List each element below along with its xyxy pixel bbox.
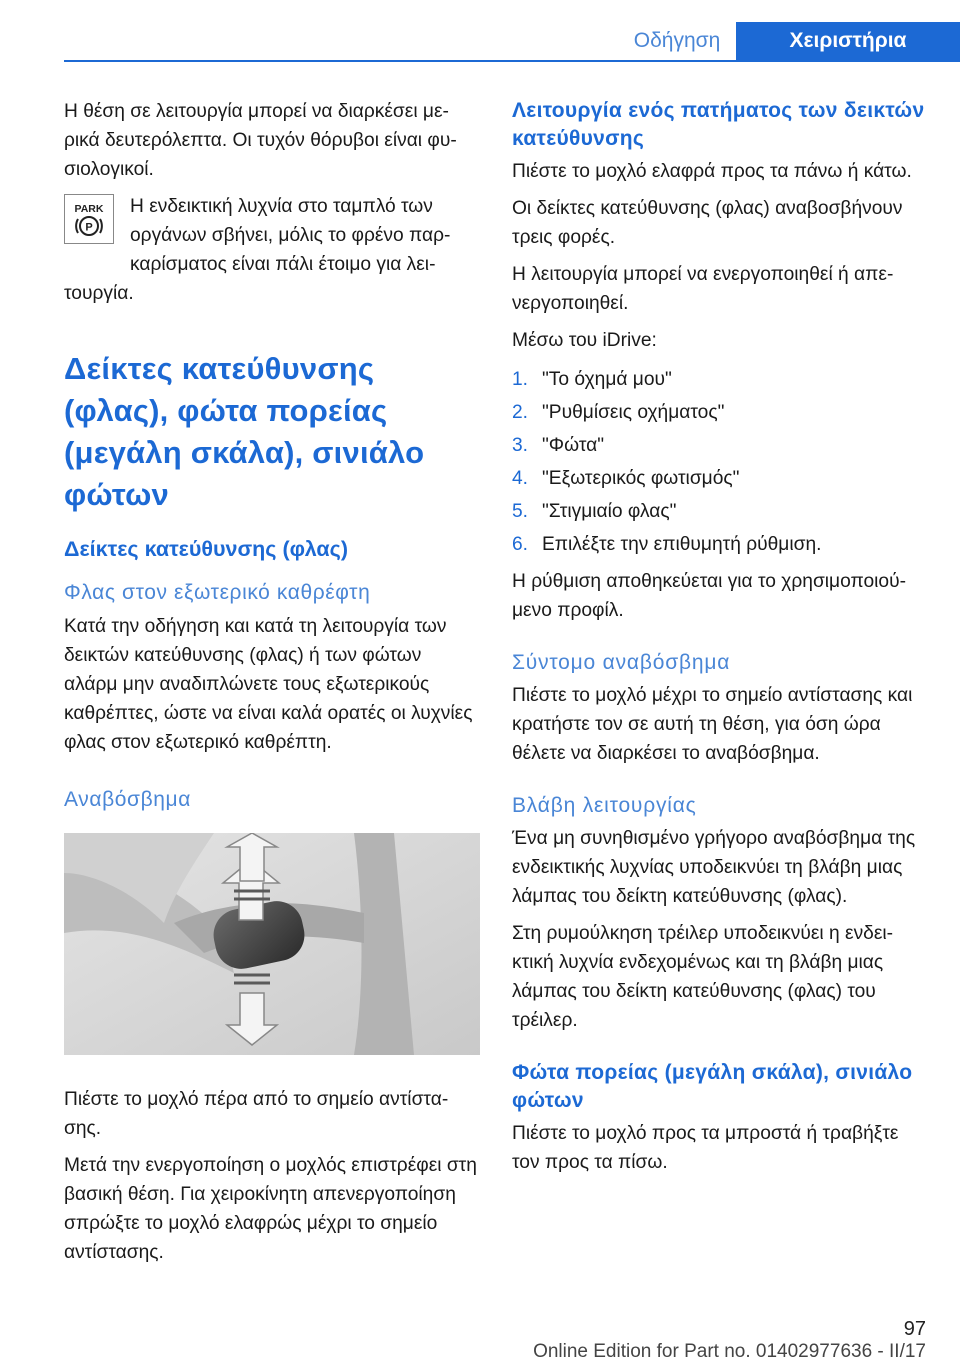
tap-paragraph-1: Πιέστε το μοχλό ελαφρά προς τα πάνω ή κάτω. — [512, 161, 912, 182]
fault-paragraph-1: Ένα μη συνηθισμένο γρήγορο αναβόσβημα της ενδεικτικής λυχνίας υποδεικνύει τη βλάβη μιας λάμπας του δείκτη κατεύθυνσης (φλας). — [512, 828, 916, 907]
press-paragraph: Πιέστε το μοχλό πέρα από το σημείο αντίστασης. — [64, 1089, 449, 1139]
list-item — [512, 363, 926, 396]
fault-heading: Βλάβη λειτουργίας — [512, 794, 697, 817]
after-paragraph: Μετά την ενεργοποίηση ο μοχλός επιστρέφει στη βασική θέση. Για χειροκίνητη απενεργοποίηση σπρώξτε το μοχλό ελαφρώς μέχρι το σημείο αντίστασης. — [64, 1155, 477, 1263]
short-blink-paragraph: Πιέστε το μοχλό μέχρι το σημείο αντίστασης και κρατήστε τον σε αυτή τη θέση, για όση ώρα θέλετε να διαρκέσει το αναβόσβημα. — [512, 685, 913, 764]
step-number: 3. — [512, 435, 529, 456]
turn-signal-lever-illustration — [64, 833, 480, 1055]
mirror-paragraph: Κατά την οδήγηση και κατά τη λειτουργία των δεικτών κατεύθυνσης (φλας) ή των φώτων αλάρμ μην αναδιπλώνετε τους εξωτερικούς καθρέπτες, ώστε να είναι καλά ορατές οι λυχνίες φλας στον εξωτερικό καθρέπτη. — [64, 616, 473, 753]
stored-paragraph: Η ρύθμιση αποθηκεύεται για το χρησιμοποιούμενο προφίλ. — [512, 571, 906, 621]
park-line: Η ενδεικτική λυχνία στο ταμπλό των — [130, 196, 433, 217]
section-heading-line: (φλας), φώτα πορείας — [64, 393, 388, 428]
step-number: 6. — [512, 534, 529, 555]
right-column — [512, 97, 926, 1185]
park-line: οργάνων σβήνει, μόλις το φρένο παρ- — [130, 225, 451, 246]
step-number: 2. — [512, 402, 529, 423]
tap-paragraph-2: Οι δείκτες κατεύθυνσης (φλας) αναβοσβήνουν τρεις φορές. — [512, 198, 903, 248]
list-item — [512, 528, 926, 561]
park-note — [64, 192, 478, 310]
section-heading — [64, 348, 478, 516]
step-text: "Εξωτερικός φωτισμός" — [542, 468, 740, 489]
chapter-tab[interactable]: Χειριστήρια — [736, 22, 960, 62]
park-line: τουργία. — [64, 283, 134, 304]
section-tab[interactable]: Οδήγηση — [633, 29, 721, 52]
tap-paragraph-3: Η λειτουργία μπορεί να ενεργοποιηθεί ή απενεργοποιηθεί. — [512, 264, 894, 314]
step-number: 5. — [512, 501, 529, 522]
idrive-intro: Μέσω του iDrive: — [512, 330, 657, 351]
step-text: "Ρυθμίσεις οχήματος" — [542, 402, 725, 423]
step-text: "Φώτα" — [542, 435, 605, 456]
section-heading-line: φώτων — [64, 477, 169, 512]
left-column — [64, 97, 478, 1275]
list-item — [512, 396, 926, 429]
high-beam-heading: Φώτα πορείας (μεγάλη σκάλα), σινιάλο φώτων — [512, 1061, 913, 1112]
step-text: Επιλέξτε την επιθυμητή ρύθμιση. — [542, 534, 822, 555]
step-text: "Το όχημά μου" — [542, 369, 672, 390]
park-line: καρίσματος είναι πάλι έτοιμο για λει- — [130, 254, 436, 275]
section-heading-line: (μεγάλη σκάλα), σινιάλο — [64, 435, 425, 470]
svg-text:P: P — [85, 221, 93, 234]
page-number: 97 — [903, 1318, 926, 1340]
tap-heading: Λειτουργία ενός πατήματος των δεικτών κατεύθυνσης — [512, 99, 925, 150]
short-blink-heading: Σύντομο αναβόσβημα — [512, 651, 731, 674]
edition-footer[interactable]: Online Edition for Part no. 01402977636 - II/17 — [533, 1341, 926, 1362]
high-beam-paragraph: Πιέστε το μοχλό προς τα μπροστά ή τραβήξτε τον προς τα πίσω. — [512, 1123, 899, 1173]
list-item — [512, 462, 926, 495]
step-number: 1. — [512, 369, 529, 390]
blink-heading: Αναβόσβημα — [64, 788, 191, 811]
park-note-text — [64, 192, 478, 308]
idrive-steps — [512, 363, 926, 561]
park-brake-indicator-icon — [64, 194, 114, 244]
step-text: "Στιγμιαίο φλας" — [542, 501, 677, 522]
list-item — [512, 495, 926, 528]
subsection-heading: Δείκτες κατεύθυνσης (φλας) — [64, 537, 348, 561]
step-number: 4. — [512, 468, 529, 489]
list-item — [512, 429, 926, 462]
section-heading-line: Δείκτες κατεύθυνσης — [64, 351, 375, 386]
mirror-heading: Φλας στον εξωτερικό καθρέφτη — [64, 581, 371, 604]
intro-paragraph: Η θέση σε λειτουργία μπορεί να διαρκέσει μερικά δευτερόλεπτα. Οι τυχόν θόρυβοι είναι φυσιολογικοί. — [64, 101, 457, 180]
park-icon-label: PARK — [74, 203, 104, 215]
fault-paragraph-2: Στη ρυμούλκηση τρέιλερ υποδεικνύει η ενδεικτική λυχνία ενδεχομένως και τη βλάβη μιας λάμπας του δείκτη κατεύθυνσης (φλας) του τρέιλερ. — [512, 923, 894, 1031]
